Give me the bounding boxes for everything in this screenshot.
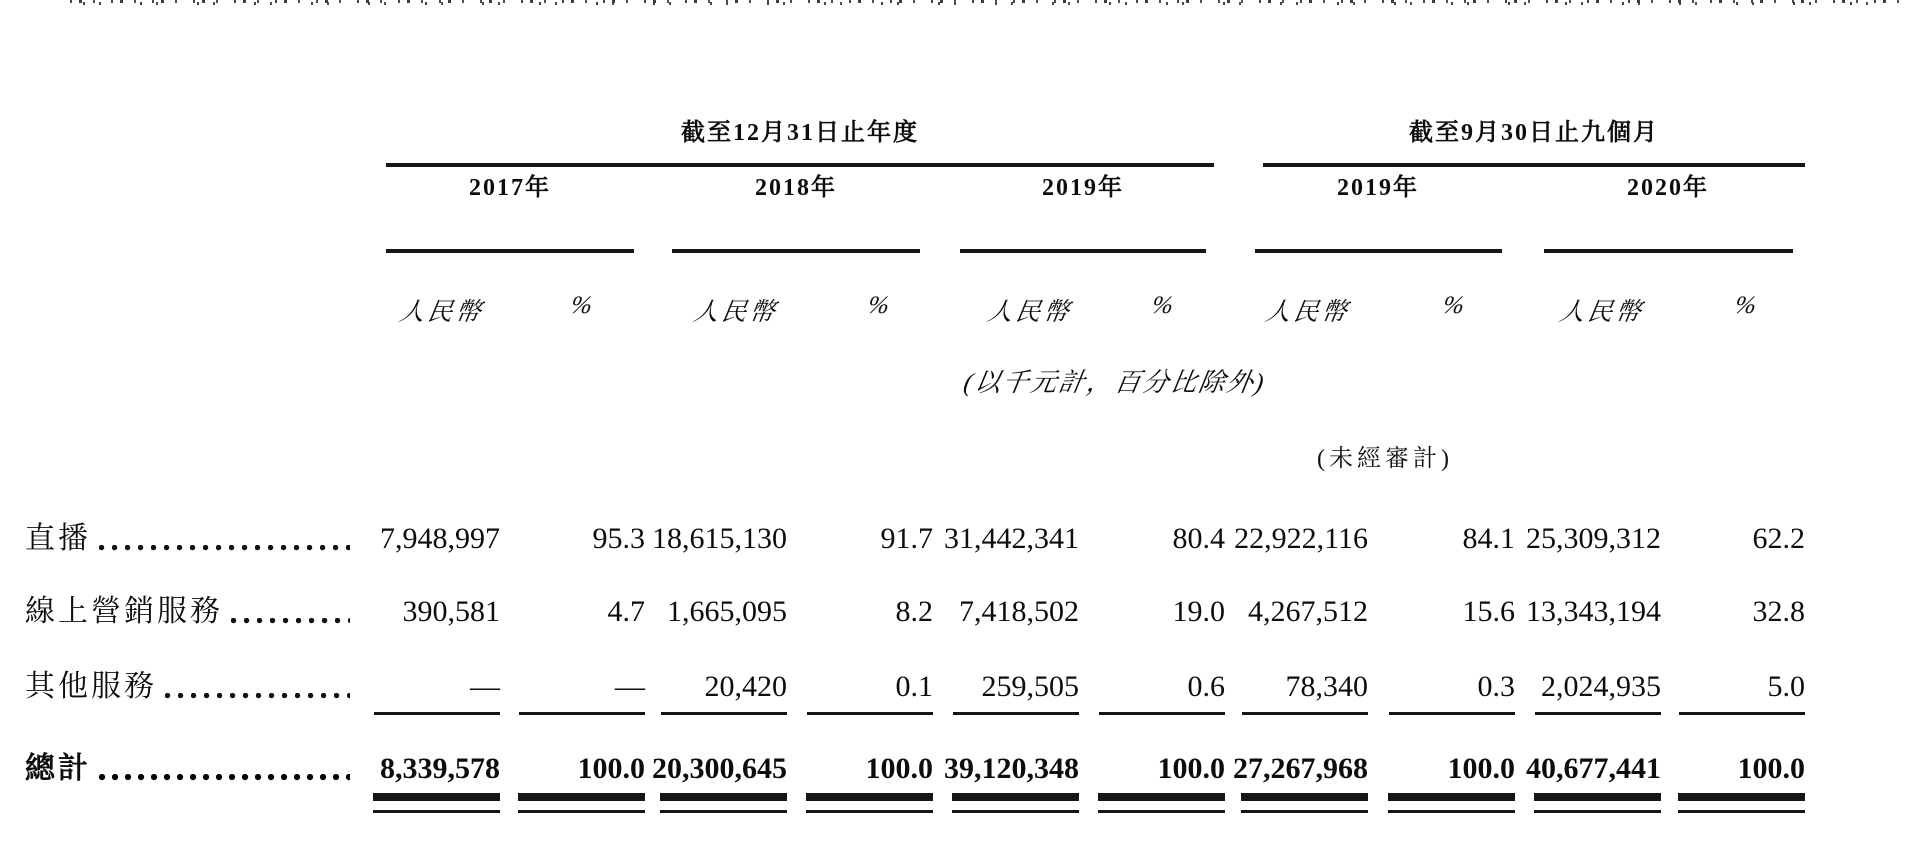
subtotal-rule-c2	[519, 712, 645, 715]
unit-note: (以千元計，百分比除外)	[961, 368, 1268, 397]
subtotal-rule-c1	[374, 712, 500, 715]
cell-r1-2017-rmb: 7,948,997	[380, 522, 500, 555]
total-thin-rule-c2	[518, 810, 645, 813]
total-thick-rule-c8	[1388, 793, 1515, 801]
unaudited-note: (未經審計)	[1317, 446, 1453, 472]
cell-total-2019-rmb: 39,120,348	[944, 752, 1079, 785]
subheader-currency-2019-9m: 人民幣	[1263, 299, 1352, 326]
subtotal-rule-c10	[1679, 712, 1805, 715]
year-underline-2017	[386, 249, 634, 253]
subheader-currency-2018: 人民幣	[691, 299, 780, 326]
subheader-currency-2019: 人民幣	[985, 299, 1074, 326]
cell-total-2019-9m-pct: 100.0	[1447, 752, 1515, 785]
row-label-text: 總計	[25, 752, 91, 785]
subheader-percent-2018: %	[866, 292, 895, 319]
cell-r2-2017-rmb: 390,581	[402, 595, 500, 628]
row-label-other-services	[25, 669, 352, 705]
cell-total-2019-9m-rmb: 27,267,968	[1233, 752, 1368, 785]
cell-r2-2020-9m-pct: 32.8	[1752, 595, 1805, 628]
total-thick-rule-c2	[518, 793, 645, 801]
total-thin-rule-c7	[1241, 810, 1368, 813]
cell-r3-2020-9m-rmb: 2,024,935	[1541, 670, 1661, 703]
cell-r3-2018-rmb: 20,420	[704, 670, 787, 703]
total-thin-rule-c8	[1388, 810, 1515, 813]
subtotal-rule-c7	[1242, 712, 1368, 715]
cell-r3-2019-rmb: 259,505	[981, 670, 1079, 703]
cell-r3-2017-pct: —	[615, 670, 645, 703]
cell-r3-2018-pct: 0.1	[895, 670, 933, 703]
cell-r3-2020-9m-pct: 5.0	[1767, 670, 1805, 703]
row-label-total	[25, 751, 352, 787]
total-thick-rule-c4	[806, 793, 933, 801]
cell-r3-2019-pct: 0.6	[1187, 670, 1225, 703]
year-underline-2019-9m	[1255, 249, 1502, 253]
year-header-2018: 2018年	[755, 175, 837, 201]
row-label-text: 線上營銷服務	[25, 595, 223, 628]
total-thin-rule-c1	[373, 810, 500, 813]
row-label-online-marketing	[25, 594, 352, 630]
total-thick-rule-c1	[373, 793, 500, 801]
total-thick-rule-c9	[1534, 793, 1661, 801]
cell-r1-2020-9m-pct: 62.2	[1752, 522, 1805, 555]
row-label-text: 直播	[25, 522, 91, 555]
year-header-2019-9m: 2019年	[1337, 175, 1419, 201]
dotted-leader	[231, 617, 350, 624]
subheader-percent-2019-9m: %	[1441, 292, 1470, 319]
cell-r2-2019-rmb: 7,418,502	[959, 595, 1079, 628]
cell-r1-2019-pct: 80.4	[1172, 522, 1225, 555]
cell-r2-2020-9m-rmb: 13,343,194	[1526, 595, 1661, 628]
cell-total-2020-9m-pct: 100.0	[1737, 752, 1805, 785]
cell-r1-2019-9m-rmb: 22,922,116	[1234, 522, 1368, 555]
subtotal-rule-c3	[661, 712, 787, 715]
total-thin-rule-c3	[660, 810, 787, 813]
year-underline-2018	[672, 249, 920, 253]
row-label-text: 其他服務	[25, 670, 157, 703]
cell-r2-2019-pct: 19.0	[1172, 595, 1225, 628]
col-group-title-annual: 截至12月31日止年度	[681, 120, 919, 146]
total-thick-rule-c3	[660, 793, 787, 801]
subtotal-rule-c6	[1099, 712, 1225, 715]
year-header-2017: 2017年	[469, 175, 551, 201]
col-group-title-nine-months: 截至9月30日止九個月	[1409, 120, 1659, 146]
year-header-2020-9m: 2020年	[1627, 175, 1709, 201]
total-thin-rule-c5	[952, 810, 1079, 813]
total-thin-rule-c10	[1678, 810, 1805, 813]
subtotal-rule-c5	[953, 712, 1079, 715]
cell-r3-2019-9m-rmb: 78,340	[1285, 670, 1368, 703]
subtotal-rule-c8	[1389, 712, 1515, 715]
year-underline-2019	[960, 249, 1206, 253]
total-thick-rule-c6	[1098, 793, 1225, 801]
cell-total-2019-pct: 100.0	[1157, 752, 1225, 785]
clipped-text-fragments	[70, 0, 1900, 5]
cell-r1-2018-pct: 91.7	[880, 522, 933, 555]
subheader-percent-2020-9m: %	[1733, 292, 1762, 319]
dotted-leader	[165, 692, 350, 699]
cell-total-2018-pct: 100.0	[865, 752, 933, 785]
year-underline-2020-9m	[1544, 249, 1793, 253]
cell-r1-2020-9m-rmb: 25,309,312	[1526, 522, 1661, 555]
cell-r2-2019-9m-pct: 15.6	[1462, 595, 1515, 628]
total-thick-rule-c5	[952, 793, 1079, 801]
cell-r2-2018-pct: 8.2	[895, 595, 933, 628]
cell-r3-2017-rmb: —	[470, 670, 500, 703]
cell-r1-2018-rmb: 18,615,130	[652, 522, 787, 555]
cell-r2-2018-rmb: 1,665,095	[667, 595, 787, 628]
cell-r1-2017-pct: 95.3	[592, 522, 645, 555]
cell-r2-2019-9m-rmb: 4,267,512	[1248, 595, 1368, 628]
subtotal-rule-c4	[807, 712, 933, 715]
cell-total-2017-rmb: 8,339,578	[380, 752, 500, 785]
subtotal-rule-c9	[1535, 712, 1661, 715]
cell-r1-2019-9m-pct: 84.1	[1462, 522, 1515, 555]
subheader-percent-2019: %	[1150, 292, 1179, 319]
dotted-leader	[99, 773, 350, 781]
total-thick-rule-c10	[1678, 793, 1805, 801]
cell-r1-2019-rmb: 31,442,341	[944, 522, 1079, 555]
total-thin-rule-c6	[1098, 810, 1225, 813]
cell-total-2017-pct: 100.0	[577, 752, 645, 785]
cell-total-2018-rmb: 20,300,645	[652, 752, 787, 785]
total-thin-rule-c9	[1534, 810, 1661, 813]
total-thick-rule-c7	[1241, 793, 1368, 801]
year-header-2019: 2019年	[1042, 175, 1124, 201]
cell-r3-2019-9m-pct: 0.3	[1477, 670, 1515, 703]
subheader-currency-2020-9m: 人民幣	[1557, 299, 1646, 326]
subheader-currency-2017: 人民幣	[397, 299, 486, 326]
row-label-live-streaming	[25, 521, 352, 557]
cell-r2-2017-pct: 4.7	[607, 595, 645, 628]
dotted-leader	[99, 544, 350, 551]
subheader-percent-2017: %	[569, 292, 598, 319]
cell-total-2020-9m-rmb: 40,677,441	[1526, 752, 1661, 785]
total-thin-rule-c4	[806, 810, 933, 813]
